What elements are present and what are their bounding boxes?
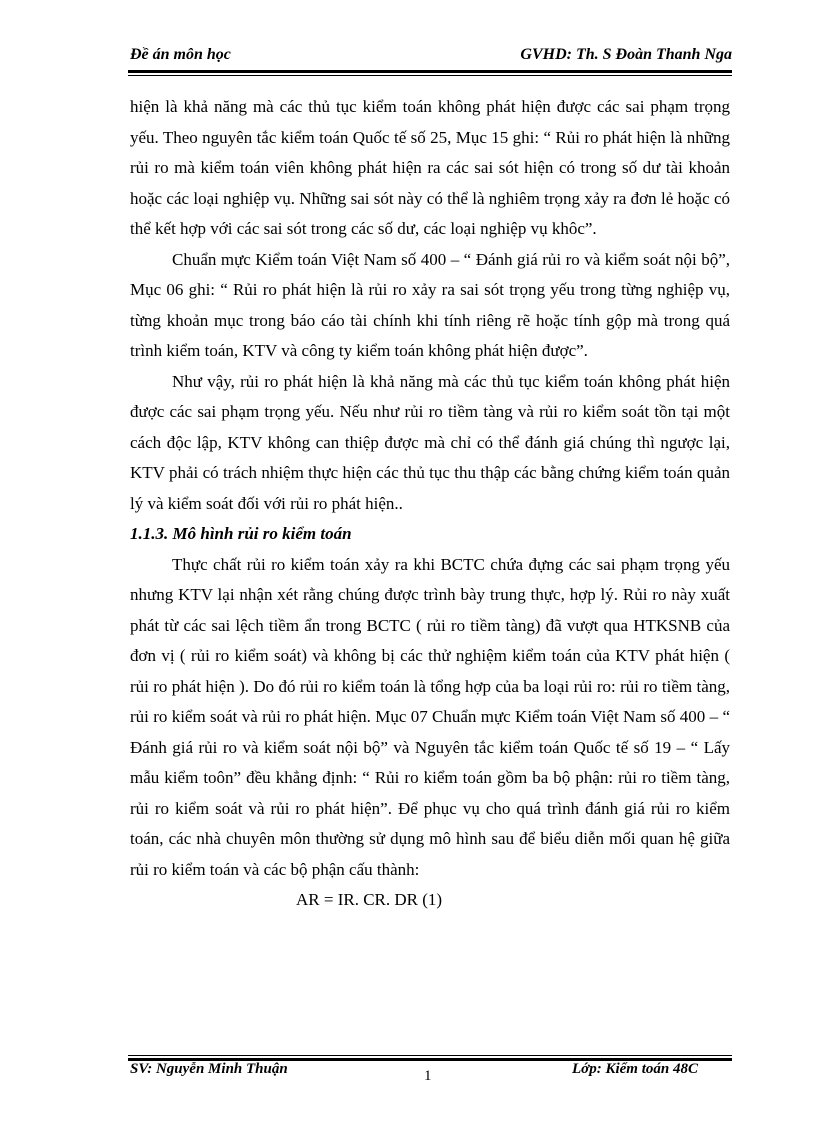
document-body (130, 92, 730, 916)
page-number: 1 (424, 1068, 432, 1084)
header-course-title: Đề án môn học (130, 46, 231, 63)
header-rule-thick (128, 70, 732, 73)
footer-class: Lớp: Kiểm toán 48C (572, 1061, 698, 1077)
paragraph-1: hiện là khả năng mà các thủ tục kiểm toán không phát hiện được các sai phạm trọng yếu. Theo nguyên tắc kiểm toán Quốc tế số 25, Mục 15 ghi: “ Rủi ro phát hiện là những rủi ro mà kiểm toán viên không phát hiện ra các sai sót hiện có trong số dư tài khoản hoặc các loại nghiệp vụ. Những sai sót này có thể là nghiêm trọng xảy ra đơn lẻ hoặc có thể kết hợp với các sai sót trong các số dư, các loại nghiệp vụ khôc”. (130, 97, 730, 238)
paragraph-3: Như vậy, rủi ro phát hiện là khả năng mà các thủ tục kiểm toán không phát hiện được các sai phạm trọng yếu. Nếu như rủi ro tiềm tàng và rủi ro kiểm soát tồn tại một cách độc lập, KTV không can thiệp được mà chỉ có thể đánh giá chúng thì ngược lại, KTV phải có trách nhiệm thực hiện các thủ tục thu thập các bằng chứng kiểm toán quản lý và kiểm soát đối với rủi ro phát hiện.. (130, 371, 730, 513)
header-instructor: GVHD: Th. S Đoàn Thanh Nga (520, 46, 732, 63)
footer-student: SV: Nguyễn Minh Thuận (130, 1061, 288, 1077)
paragraph-2: Chuẩn mực Kiểm toán Việt Nam số 400 – “ Đánh giá rủi ro và kiểm soát nội bộ”, Mục 06 ghi: “ Rủi ro phát hiện là rủi ro xảy ra sai sót trọng yếu trong từng nghiệp vụ, từng khoản mục trong báo cáo tài chính khi tính riêng rẽ hoặc tính gộp mà trong quá trình kiểm toán, KTV và công ty kiểm toán không phát hiện được”. (130, 249, 730, 360)
footer-rule-thin (128, 1055, 732, 1056)
page-header (130, 44, 732, 70)
paragraph-4: Thực chất rủi ro kiểm toán xảy ra khi BCTC chứa đựng các sai phạm trọng yếu nhưng KTV lại nhận xét rằng chúng được trình bày trung thực, hợp lý. Rủi ro này xuất phát từ các sai lệch tiềm ẩn trong BCTC ( rủi ro tiềm tàng) đã vượt qua HTKSNB của đơn vị ( rủi ro kiểm soát) và không bị các thử nghiệm kiểm toán của KTV phát hiện ( rủi ro phát hiện ). Do đó rủi ro kiểm toán là tổng hợp của ba loại rủi ro: rủi ro tiềm tàng, rủi ro kiểm soát và rủi ro phát hiện. Mục 07 Chuẩn mực Kiểm toán Việt Nam số 400 – “ Đánh giá rủi ro và kiểm soát nội bộ” và Nguyên tắc kiểm toán Quốc tế số 19 – “ Lấy mẫu kiểm toôn” đều khẳng định: “ Rủi ro kiểm toán gồm ba bộ phận: rủi ro tiềm tàng, rủi ro kiểm soát và rủi ro phát hiện”. Để phục vụ cho quá trình đánh giá rủi ro kiểm toán, các nhà chuyên môn thường sử dụng mô hình sau để biểu diễn mối quan hệ giữa rủi ro kiểm toán và các bộ phận cấu thành: (130, 554, 730, 879)
header-rule-thin (128, 75, 732, 76)
section-heading: 1.1.3. Mô hình rủi ro kiểm toán (130, 524, 352, 543)
formula: AR = IR. CR. DR (1) (296, 890, 443, 909)
